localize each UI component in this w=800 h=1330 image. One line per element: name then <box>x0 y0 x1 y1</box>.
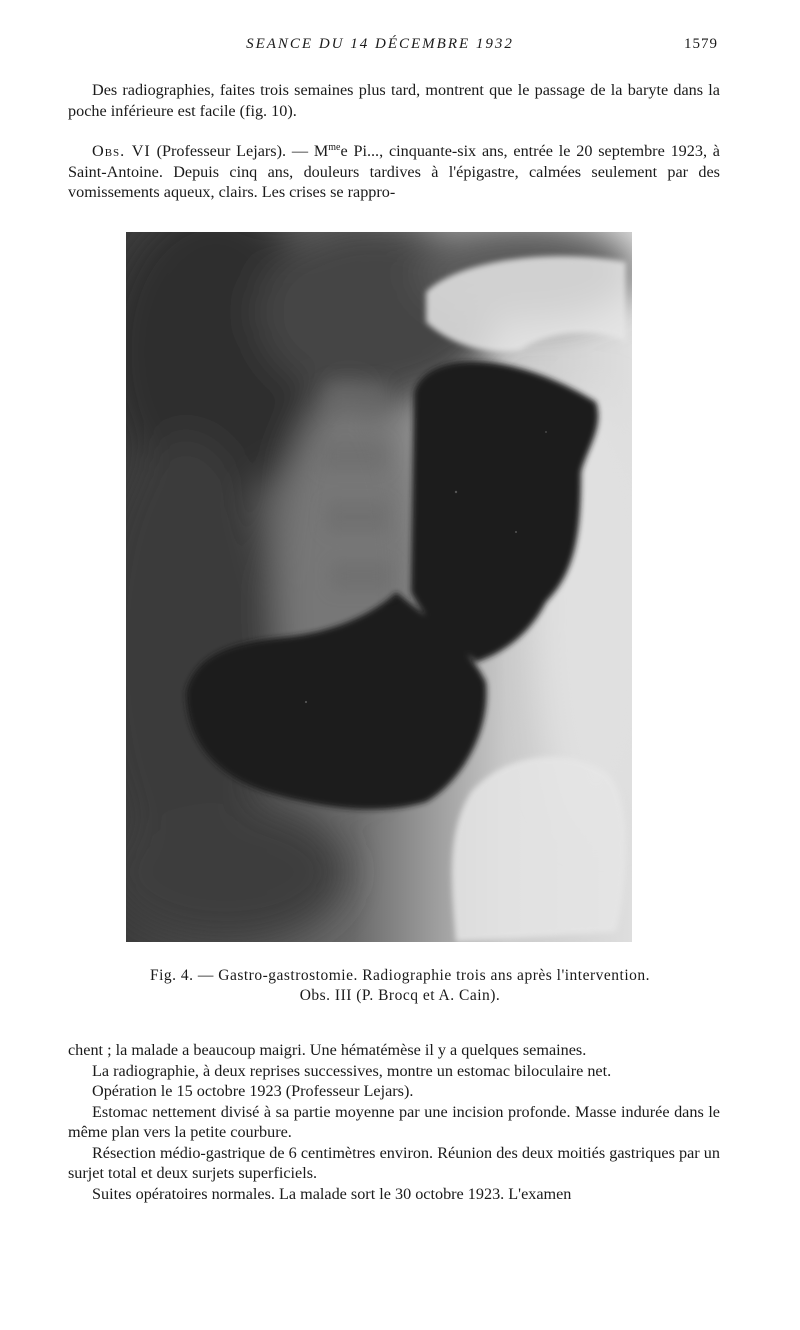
running-title: SEANCE DU 14 DÉCEMBRE 1932 <box>246 36 514 52</box>
paragraph-radiographies: Des radiographies, faites trois semaines plus tard, montrent que le passage de la baryte dans la poche inférieure est facile (fig. 10). <box>68 81 720 120</box>
obs-label: Obs. VI <box>92 142 151 160</box>
caption-line-1: Fig. 4. — Gastro-gastrostomie. Radiographie trois ans après l'intervention. <box>149 967 651 984</box>
paragraph-suites: Suites opératoires normales. La malade sort le 30 octobre 1923. L'examen <box>92 1184 572 1203</box>
paragraph-estomac: Estomac nettement divisé à sa partie moyenne par une incision profonde. Masse indurée dans le même plan vers la petite courbure. <box>68 1102 720 1141</box>
observation-paragraph <box>68 141 720 203</box>
mme-superscript: me <box>328 142 341 153</box>
bottom-paragraphs <box>68 1040 720 1204</box>
obs-text-rest: e Pi..., cinquante-six ans, entrée le 20 septembre 1923, à Saint-Antoine. Depuis cinq ans, douleurs tardives à l'épigastre, calmées seulement par des vomissements aqueux, clairs. Les crises se rappro- <box>68 142 720 201</box>
radiograph-figure <box>126 232 632 942</box>
paragraph-radiographie: La radiographie, à deux reprises successives, montre un estomac biloculaire net. <box>92 1061 612 1080</box>
radiograph-image <box>126 232 632 942</box>
paragraph-continuation: chent ; la malade a beaucoup maigri. Une hématémèse il y a quelques semaines. <box>68 1041 587 1059</box>
obs-paren: ( <box>150 142 162 160</box>
paragraph-resection: Résection médio-gastrique de 6 centimètres environ. Réunion des deux moitiés gastriques par un surjet total et deux surjets superficiels. <box>68 1143 720 1182</box>
paragraph-operation: Opération le 15 octobre 1923 (Professeur Lejars). <box>92 1082 414 1100</box>
figure-caption <box>60 966 740 1006</box>
caption-line-2: Obs. III (P. Brocq et A. Cain). <box>299 987 501 1004</box>
paragraph-obs-vi <box>68 141 720 203</box>
obs-text-start: Professeur Lejars). — M <box>162 142 329 160</box>
page-number: 1579 <box>684 36 718 52</box>
top-paragraph <box>68 80 720 121</box>
running-head <box>0 36 800 58</box>
